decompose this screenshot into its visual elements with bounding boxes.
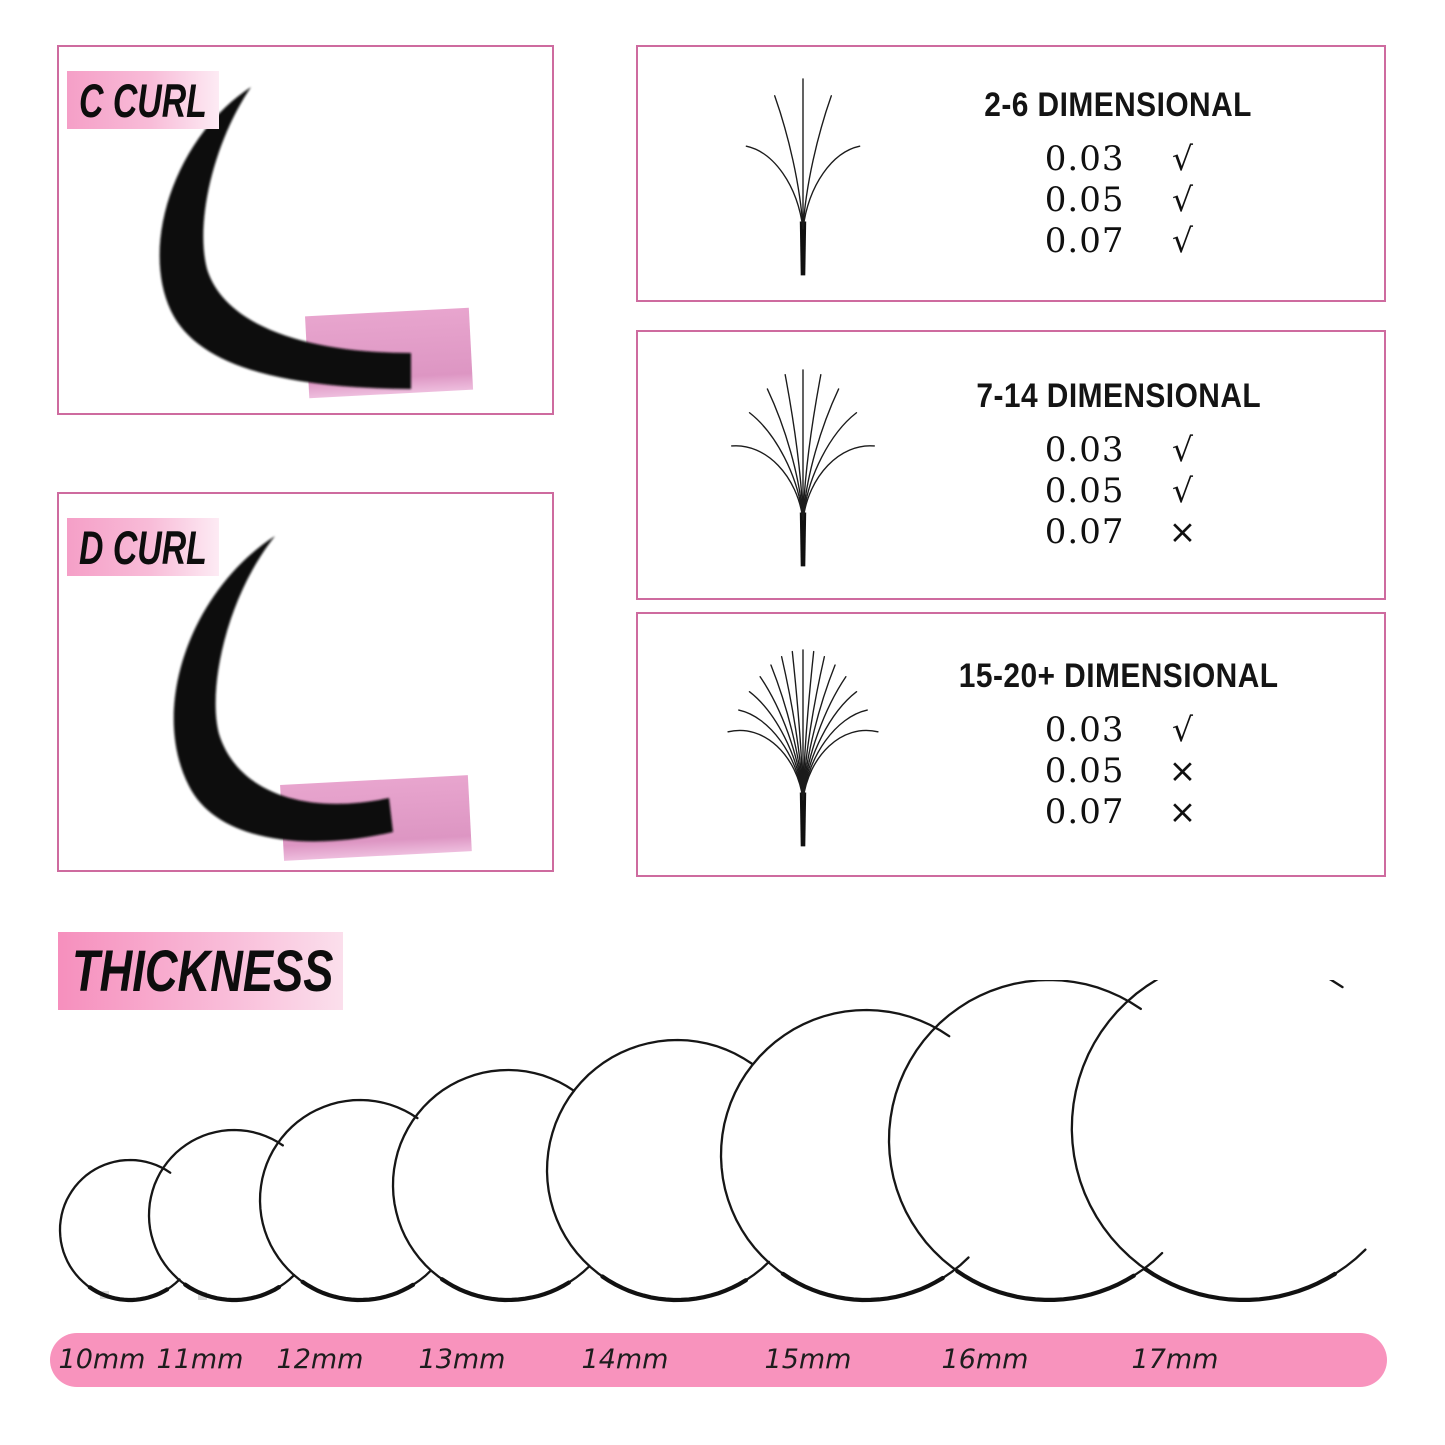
- thickness-option-list: [1025, 710, 1213, 833]
- length-label-11mm: 11mm: [156, 1344, 244, 1375]
- dimensional-card-title: 7-14 DIMENSIONAL: [976, 377, 1261, 415]
- check-mark: √: [1171, 471, 1194, 510]
- d-curl-card: [57, 492, 554, 872]
- check-mark: √: [1171, 430, 1194, 469]
- thickness-value: 0.07: [1044, 791, 1125, 832]
- c-curl-label: [67, 71, 219, 129]
- length-label-10mm: 10mm: [58, 1344, 146, 1375]
- dimensional-card-content: [883, 377, 1384, 553]
- d-curl-label: [67, 518, 219, 576]
- thickness-value: 0.05: [1044, 750, 1125, 791]
- thickness-value: 0.05: [1044, 179, 1125, 220]
- thickness-section-title: THICKNESS: [72, 938, 334, 1004]
- length-label-17mm: 17mm: [1131, 1344, 1219, 1375]
- c-curl-card: [57, 45, 554, 415]
- lash-fan-illustration: [723, 68, 883, 280]
- thickness-value: 0.03: [1044, 709, 1125, 750]
- thickness-option-row: [1025, 139, 1213, 180]
- thickness-option-row: [1025, 710, 1213, 751]
- thickness-value: 0.07: [1044, 512, 1125, 552]
- length-label-12mm: 12mm: [276, 1344, 364, 1375]
- thickness-option-list: [1025, 430, 1213, 553]
- check-mark: √: [1171, 709, 1194, 749]
- thickness-value: 0.03: [1044, 138, 1125, 179]
- dimensional-card-2-6: [636, 45, 1386, 302]
- thickness-option-row: [1025, 221, 1213, 262]
- c-curl-label-text: C CURL: [79, 73, 207, 127]
- dimensional-card-content: [883, 86, 1384, 262]
- thickness-value: 0.05: [1044, 471, 1125, 511]
- length-label-14mm: 14mm: [581, 1344, 669, 1375]
- thickness-option-row: [1025, 792, 1213, 833]
- check-mark: √: [1171, 179, 1194, 219]
- cross-mark: ×: [1168, 750, 1197, 790]
- fan-illustration-wrap: [638, 68, 883, 280]
- thickness-option-row: [1025, 471, 1213, 512]
- lash-fan-illustration: [723, 639, 883, 851]
- thickness-option-row: [1025, 180, 1213, 221]
- thickness-option-row: [1025, 430, 1213, 471]
- thickness-option-row: [1025, 751, 1213, 792]
- fan-illustration-wrap: [638, 359, 883, 571]
- length-scale-bar: [50, 1333, 1387, 1387]
- d-curl-label-text: D CURL: [79, 520, 207, 574]
- dimensional-card-title: 15-20+ DIMENSIONAL: [958, 656, 1279, 695]
- fan-illustration-wrap: [638, 639, 883, 851]
- length-label-15mm: 15mm: [764, 1344, 852, 1375]
- dimensional-card-7-14: [636, 330, 1386, 600]
- thickness-value: 0.07: [1044, 220, 1125, 261]
- check-mark: √: [1171, 138, 1194, 178]
- lash-fan-illustration: [723, 359, 883, 571]
- dimensional-card-15-20: [636, 612, 1386, 877]
- thickness-value: 0.03: [1044, 430, 1125, 470]
- dimensional-card-content: [883, 657, 1384, 833]
- check-mark: √: [1171, 220, 1194, 260]
- length-label-13mm: 13mm: [418, 1344, 506, 1375]
- cross-mark: ×: [1168, 791, 1197, 831]
- length-label-16mm: 16mm: [941, 1344, 1029, 1375]
- cross-mark: ×: [1168, 512, 1197, 551]
- dimensional-card-title: 2-6 DIMENSIONAL: [984, 85, 1253, 124]
- thickness-option-list: [1025, 139, 1213, 262]
- thickness-option-row: [1025, 512, 1213, 553]
